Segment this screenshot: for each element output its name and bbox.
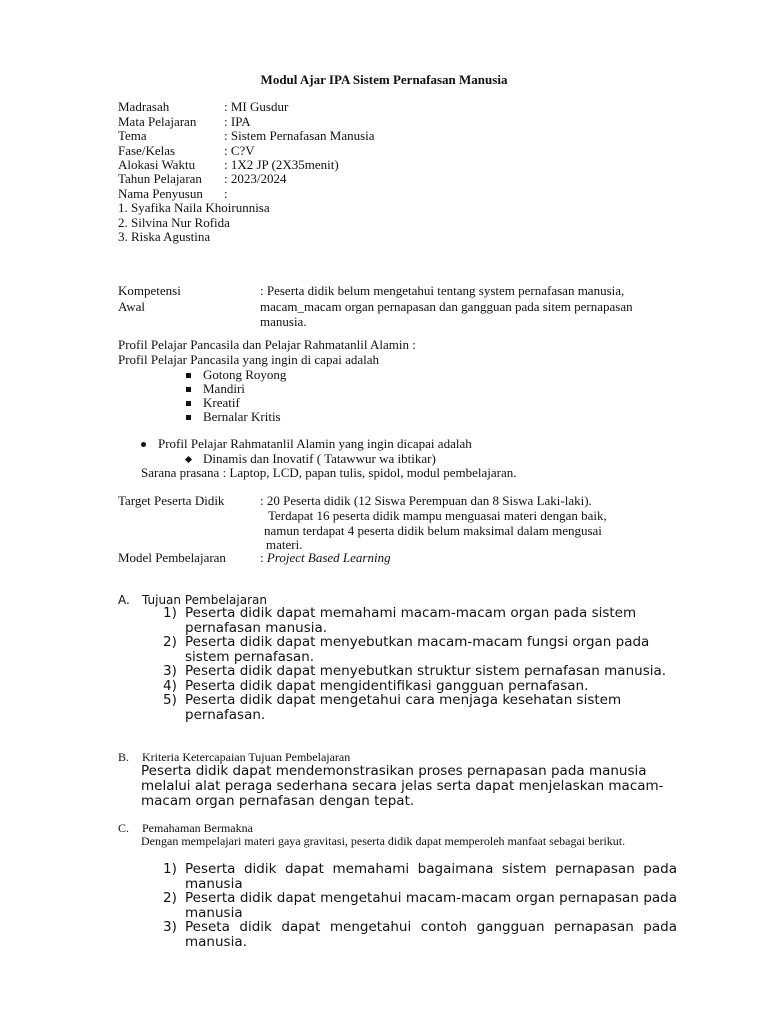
author-item: 1. Syafika Naila Khoirunnisa (118, 200, 270, 215)
identity-value: : 2023/2024 (224, 171, 287, 186)
list-number: 2) (163, 890, 177, 906)
section-letter: B. (118, 750, 130, 764)
identity-value: : MI Gusdur (224, 99, 289, 114)
list-item (163, 891, 677, 920)
tujuan-list (163, 606, 683, 722)
identity-label: Fase/Kelas (118, 142, 176, 158)
identity-row-penyusun (118, 187, 228, 202)
kompetensi-value: : Peserta didik belum mengetahui tentang system pernafasan manusia, macam_macam organ pernapasan dan gangguan pada sitem pernapasan manusia. (260, 283, 633, 329)
pemahaman-intro: Dengan mempelajari materi gaya gravitasi, peserta didik dapat memperoleh manfaat sebagai berikut. (141, 834, 626, 848)
profil-heading: Profil Pelajar Pancasila dan Pelajar Rahmatanlil Alamin : (118, 337, 416, 352)
list-number: 1) (163, 861, 177, 877)
list-text: Peserta didik dapat mengetahui macam-macam organ pernapasan pada manusia (185, 890, 677, 921)
rahmatan-line (141, 436, 472, 452)
identity-label: Nama Penyusun (118, 185, 203, 201)
list-text: Peserta didik dapat mengidentifikasi gangguan pernafasan. (185, 677, 589, 694)
kompetensi-label: Kompetensi Awal (118, 283, 181, 314)
rahmatan-text: Profil Pelajar Rahmatanlil Alamin yang ingin dicapai adalah (158, 436, 472, 451)
model-value-line (260, 550, 391, 566)
identity-label: Madrasah (118, 99, 170, 114)
target-line: materi. (266, 537, 303, 552)
list-number: 1) (163, 605, 177, 621)
model-value: Project Based Learning (266, 550, 391, 565)
target-line: Terdapat 16 peserta didik mampu menguasai materi dengan baik, (268, 508, 607, 523)
rahmatan-item-label: Dinamis dan Inovatif ( Tatawwur wa ibtikar) (203, 451, 436, 466)
list-text: Peserta didik dapat menyebutkan struktur sistem pernafasan manusia. (185, 663, 667, 679)
section-letter: A. (118, 593, 130, 607)
profil-item-label: Gotong Royong (203, 367, 287, 382)
target-label: Target Peserta Didik (118, 493, 225, 508)
identity-value: : IPA (224, 113, 251, 129)
profil-item-label: Kreatif (203, 395, 240, 410)
identity-value: : (224, 185, 228, 201)
author-item: 3. Riska Agustina (118, 229, 211, 244)
square-bullet-icon (186, 401, 191, 406)
list-item (163, 635, 683, 664)
list-item (163, 606, 683, 635)
square-bullet-icon (186, 387, 191, 392)
profil-item-label: Mandiri (203, 381, 245, 396)
identity-value: : 1X2 JP (2X35menit) (224, 156, 339, 172)
identity-value: : C?V (224, 142, 255, 158)
list-number: 4) (163, 677, 177, 694)
profil-intro: Profil Pelajar Pancasila yang ingin di capai adalah (118, 352, 379, 367)
identity-label: Tahun Pelajaran (118, 171, 202, 186)
target-line: namun terdapat 4 peserta didik belum maksimal dalam mengusai (264, 523, 602, 538)
profil-item-label: Bernalar Kritis (203, 409, 281, 424)
identity-row-tahun (118, 172, 286, 187)
list-text: Peserta didik dapat memahami bagaimana sistem pernapasan pada manusia (185, 861, 677, 892)
square-bullet-icon (186, 373, 191, 378)
sarana-line: Sarana prasana : Laptop, LCD, papan tulis, spidol, modul pembelajaran. (141, 465, 517, 480)
model-label: Model Pembelajaran (118, 550, 226, 565)
section-title: Kriteria Ketercapaian Tujuan Pembelajaran (142, 750, 351, 764)
diamond-bullet-icon (185, 455, 192, 462)
section-title: Pemahaman Bermakna (142, 821, 253, 835)
section-letter: C. (118, 821, 130, 835)
identity-row-madrasah (118, 100, 288, 115)
list-item (163, 679, 683, 694)
model-colon: : (260, 550, 267, 565)
list-number: 3) (163, 663, 177, 679)
page-title: Modul Ajar IPA Sistem Pernafasan Manusia (260, 72, 508, 87)
section-title: Tujuan Pembelajaran (142, 593, 267, 607)
identity-value: : Sistem Pernafasan Manusia (224, 128, 375, 143)
identity-label: Alokasi Waktu (118, 156, 196, 172)
list-number: 2) (163, 634, 177, 650)
round-bullet-icon (141, 442, 146, 447)
target-line: : 20 Peserta didik (12 Siswa Perempuan dan 8 Siswa Laki-laki). (260, 493, 592, 508)
profil-item (186, 409, 281, 425)
identity-row-alokasi (118, 158, 339, 173)
identity-row-tema (118, 129, 375, 144)
identity-row-mapel (118, 115, 251, 130)
list-number: 3) (163, 919, 177, 935)
pemahaman-list (163, 862, 677, 949)
identity-label: Tema (118, 128, 147, 143)
identity-label: Mata Pelajaran (118, 113, 197, 129)
kriteria-text: Peserta didik dapat mendemonstrasikan proses pernapasan pada manusia melalui alat peraga sederhana secara jelas serta dapat menjelaskan macam-macam organ pernafasan dengan tepat. (141, 763, 664, 809)
list-item (163, 862, 677, 891)
list-text: Peseta didik dapat mengetahui contoh gangguan pernapasan pada manusia. (185, 919, 677, 950)
list-item (163, 920, 677, 949)
list-item (163, 693, 683, 722)
list-text: Peserta didik dapat menyebutkan macam-macam fungsi organ pada sistem pernafasan. (185, 634, 650, 665)
square-bullet-icon (186, 415, 191, 420)
author-item: 2. Silvina Nur Rofida (118, 214, 230, 230)
list-number: 5) (163, 692, 177, 708)
list-item (163, 664, 683, 679)
list-text: Peserta didik dapat memahami macam-macam organ pada sistem pernafasan manusia. (185, 605, 637, 636)
list-text: Peserta didik dapat mengetahui cara menjaga kesehatan sistem pernafasan. (185, 692, 622, 723)
